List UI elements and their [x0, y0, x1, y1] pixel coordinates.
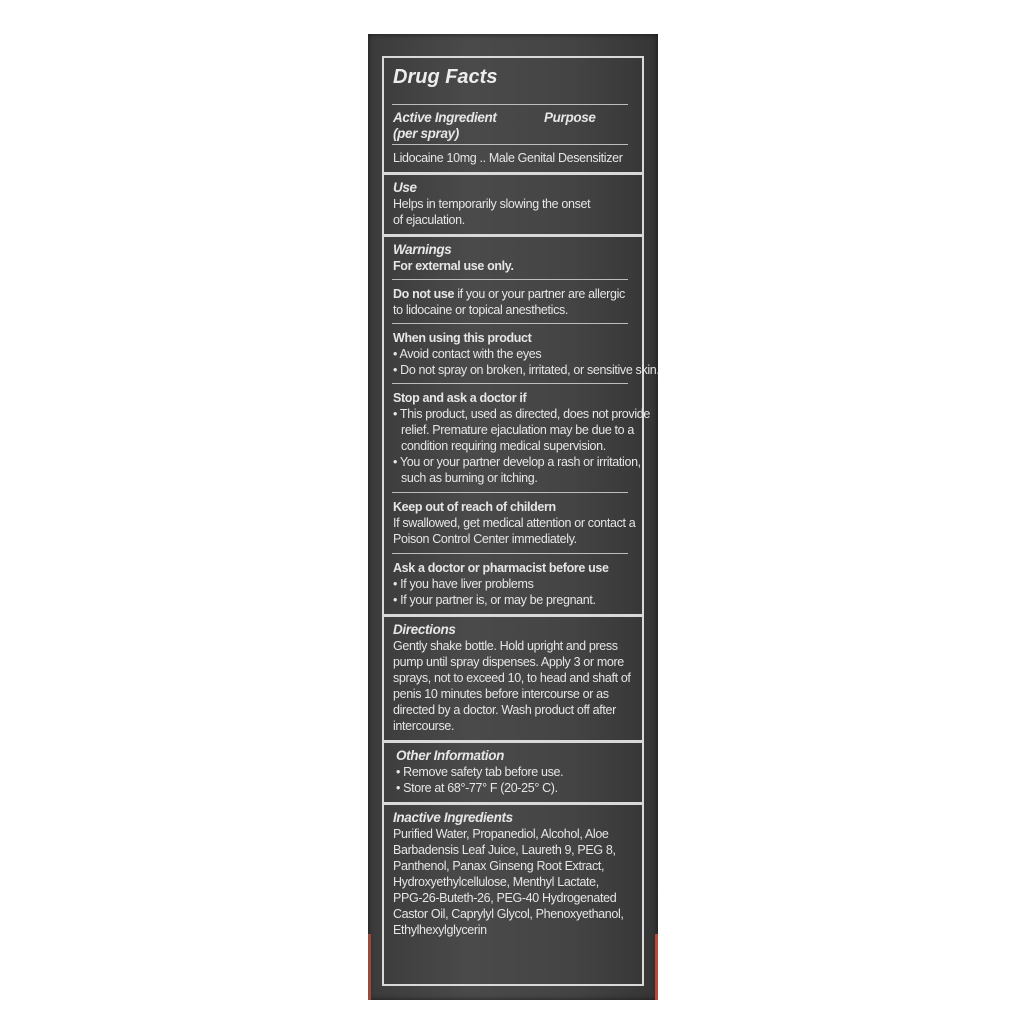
inactive-line: Barbadensis Leaf Juice, Laureth 9, PEG 8,	[393, 843, 616, 857]
section-rule	[384, 740, 642, 743]
directions-line: directed by a doctor. Wash product off after	[393, 703, 616, 717]
divider	[392, 144, 628, 145]
inactive-title: Inactive Ingredients	[393, 810, 513, 825]
do-not-use-line2: to lidocaine or topical anesthetics.	[393, 303, 569, 317]
per-spray-label: (per spray)	[393, 126, 459, 141]
do-not-use-line	[393, 286, 625, 303]
keep-out-line: Poison Control Center immediately.	[393, 532, 577, 546]
other-info-item: • Remove safety tab before use.	[396, 765, 564, 779]
directions-line: Gently shake bottle. Hold upright and press	[393, 639, 618, 653]
other-info-title: Other Information	[396, 748, 505, 763]
stop-line: such as burning or itching.	[401, 471, 538, 485]
stop-line: • You or your partner develop a rash or irritation,	[393, 455, 641, 469]
do-not-use-rest: if you or your partner are allergic	[454, 287, 625, 301]
inactive-line: Ethylhexylglycerin	[393, 923, 487, 937]
use-line: of ejaculation.	[393, 213, 465, 227]
use-line: Helps in temporarily slowing the onset	[393, 197, 591, 211]
edge-accent-left	[368, 934, 371, 1000]
inactive-line: Castor Oil, Caprylyl Glycol, Phenoxyethanol,	[393, 907, 624, 921]
section-rule	[384, 172, 642, 175]
warnings-title: Warnings	[393, 242, 452, 257]
purpose-label: Purpose	[544, 110, 596, 125]
inactive-line: Panthenol, Panax Ginseng Root Extract,	[393, 859, 605, 873]
section-rule	[384, 802, 642, 805]
directions-title: Directions	[393, 622, 456, 637]
inactive-line: PPG-26-Buteth-26, PEG-40 Hydrogenated	[393, 891, 617, 905]
when-using-title: When using this product	[393, 331, 532, 345]
directions-line: intercourse.	[393, 719, 455, 733]
divider	[392, 323, 628, 324]
do-not-use-bold: Do not use	[393, 287, 455, 301]
divider	[392, 104, 628, 105]
divider	[392, 553, 628, 554]
ask-doctor-title: Ask a doctor or pharmacist before use	[393, 561, 609, 575]
ask-doctor-item: • If your partner is, or may be pregnant.	[393, 593, 596, 607]
edge-accent	[655, 934, 658, 1000]
section-rule	[384, 614, 642, 617]
when-using-item: • Avoid contact with the eyes	[393, 347, 542, 361]
active-ingredient-label: Active Ingredient	[393, 110, 497, 125]
ask-doctor-item: • If you have liver problems	[393, 577, 534, 591]
drug-facts-box	[368, 34, 658, 1000]
warnings-line: For external use only.	[393, 259, 514, 273]
divider	[392, 492, 628, 493]
keep-out-title: Keep out of reach of childern	[393, 500, 556, 514]
drug-facts-heading: Drug Facts	[393, 66, 498, 88]
stop-line: condition requiring medical supervision.	[401, 439, 606, 453]
drug-facts-panel	[382, 56, 660, 986]
stop-line: • This product, used as directed, does not provide	[393, 407, 650, 421]
inactive-line: Purified Water, Propanediol, Alcohol, Aloe	[393, 827, 609, 841]
directions-line: pump until spray dispenses. Apply 3 or more	[393, 655, 624, 669]
stop-title: Stop and ask a doctor if	[393, 391, 527, 405]
directions-line: sprays, not to exceed 10, to head and shaft of	[393, 671, 631, 685]
use-title: Use	[393, 180, 417, 195]
ingredient-line: Lidocaine 10mg .. Male Genital Desensitizer	[393, 151, 623, 165]
section-rule	[384, 234, 642, 237]
other-info-item: • Store at 68°-77° F (20-25° C).	[396, 781, 558, 795]
divider	[392, 279, 628, 280]
stop-line: relief. Premature ejaculation may be due to a	[401, 423, 634, 437]
directions-line: penis 10 minutes before intercourse or as	[393, 687, 609, 701]
keep-out-line: If swallowed, get medical attention or contact a	[393, 516, 636, 530]
when-using-item: • Do not spray on broken, irritated, or sensitive skin.	[393, 363, 660, 377]
divider	[392, 383, 628, 384]
inactive-line: Hydroxyethylcellulose, Menthyl Lactate,	[393, 875, 599, 889]
